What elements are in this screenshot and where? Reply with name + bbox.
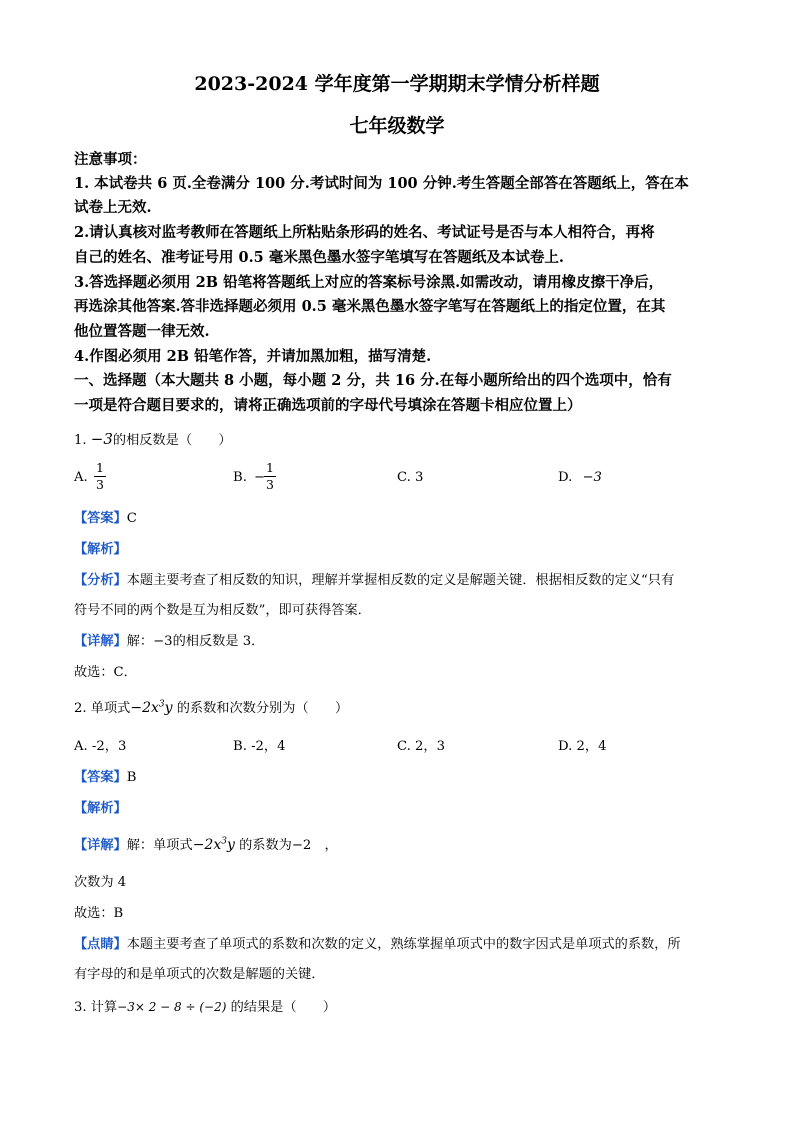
q2-degree: 次数为 4 (74, 875, 127, 890)
notice-line-3: 2.请认真核对监考教师在答题纸上所粘贴条形码的姓名、考试证号是否与本人相符合，再将 (74, 224, 655, 241)
q1-option-a-fraction: 1 3 (94, 461, 106, 492)
q1-option-b-label: B. (233, 470, 247, 485)
stem-text: 的相反数是（ ） (112, 433, 232, 448)
notice-line-4: 自己的姓名、准考证号用 0.5 毫米黑色墨水签字笔填写在答题纸及本试卷上. (74, 249, 564, 266)
q2-option-d: D. 2，4 (558, 739, 607, 754)
q2-answer: 【答案】B (74, 770, 137, 785)
question-2-stem: 2. 单项式$-2x^3y$ 的系数和次数分别为（ ） (74, 699, 349, 716)
q2-option-b: B. -2，4 (233, 739, 286, 754)
section-heading-line-1: 一、选择题（本大题共 8 小题，每小题 2 分，共 16 分.在每小题所给出的四个选项中，恰有 (74, 372, 672, 389)
q1-fenxi-line-2: 符号不同的两个数是互为相反数”，即可获得答案． (74, 603, 371, 618)
notice-line-5: 3.答选择题必须用 2B 铅笔将答题纸上对应的答案标号涂黑.如需改动，请用橡皮擦干净后， (74, 274, 664, 291)
exam-title: 2023-2024 学年度第一学期期末学情分析样题 (194, 73, 600, 95)
notice-line-2: 试卷上无效. (74, 199, 152, 216)
q1-option-b-fraction: 1 3 (264, 461, 276, 492)
notice-line-8: 4.作图必须用 2B 铅笔作答，并请加黑加粗，描写清楚. (74, 348, 432, 365)
answer-tag: 【答案】 (74, 511, 127, 526)
q1-fenxi-line-1: 【分析】本题主要考查了相反数的知识，理解并掌握相反数的定义是解题关键．根据相反数的定义“只有 (74, 573, 675, 588)
question-3-stem: 3. 计算−3× 2 − 8 ÷ (−2) 的结果是（ ） (74, 1000, 337, 1015)
q1-option-d: D. −3 (558, 470, 602, 485)
q2-option-a: A. -2，3 (74, 739, 127, 754)
stem-math: −3 (90, 430, 113, 448)
q2-dianjing-line-2: 有字母的和是单项式的次数是解题的关键． (74, 967, 325, 982)
section-heading-line-2: 一项是符合题目要求的，请将正确选项前的字母代号填涂在答题卡相应位置上） (74, 397, 582, 414)
q1-detail: 【详解】解：−3的相反数是 3． (74, 634, 265, 649)
q2-analysis-tag: 【解析】 (74, 801, 127, 816)
q1-option-c: C. 3 (397, 470, 424, 485)
q2-dianjing-line-1: 【点睛】本题主要考查了单项式的系数和次数的定义，熟练掌握单项式中的数字因式是单项式的系数，所 (74, 937, 681, 952)
question-1-stem (74, 429, 724, 448)
q1-choose: 故选：C． (74, 665, 137, 680)
q1-option-a-label: A. (74, 470, 88, 485)
q1-analysis-tag: 【解析】 (74, 542, 127, 557)
notice-line-1: 1. 本试卷共 6 页.全卷满分 100 分.考试时间为 100 分钟.考生答题全部答在答题纸上，答在本 (74, 175, 689, 192)
q2-option-c: C. 2，3 (397, 739, 445, 754)
q2-detail: 【详解】解：单项式$-2x^3y$ 的系数为−2 ， (74, 836, 338, 853)
q1-option-b-sign: − (254, 470, 266, 485)
exam-subtitle: 七年级数学 (349, 115, 445, 137)
notice-line-7: 他位置答题一律无效. (74, 323, 210, 340)
q2-choose: 故选：B (74, 906, 124, 921)
question-number: 1. (74, 433, 87, 448)
q1-answer: 【答案】C (74, 511, 137, 526)
notice-line-6: 再选涂其他答案.答非选择题必须用 0.5 毫米黑色墨水签字笔写在答题纸上的指定位置，在其 (74, 298, 666, 315)
notice-heading: 注意事项： (74, 151, 147, 168)
